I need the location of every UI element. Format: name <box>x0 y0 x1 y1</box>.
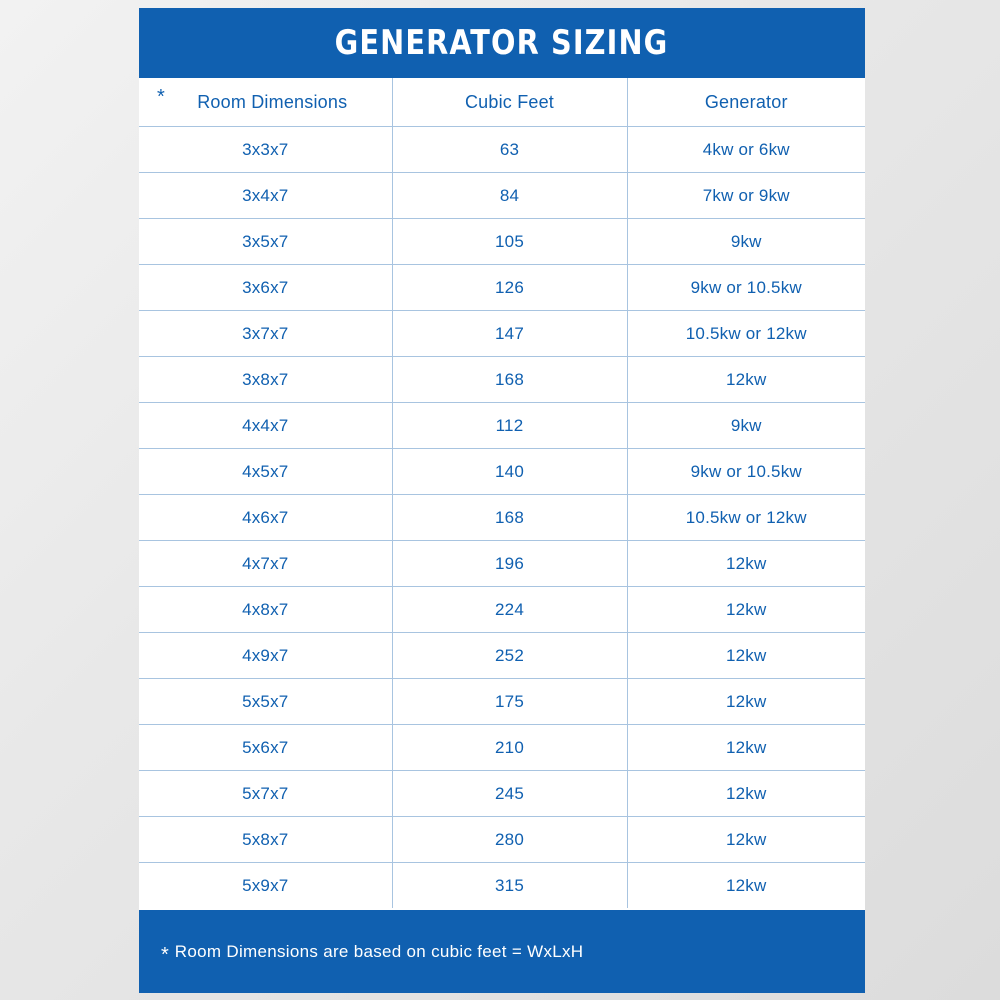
table-row <box>139 587 865 633</box>
cell-room-dimensions: 4x5x7 <box>139 449 392 495</box>
cell-generator: 9kw or 10.5kw <box>627 449 865 495</box>
cell-generator: 4kw or 6kw <box>627 127 865 173</box>
cell-cubic-feet: 175 <box>392 679 627 725</box>
cell-generator: 12kw <box>627 863 865 909</box>
cell-generator: 7kw or 9kw <box>627 173 865 219</box>
poster-header <box>139 8 865 78</box>
column-header-generator: Generator <box>627 78 865 127</box>
cell-room-dimensions: 3x4x7 <box>139 173 392 219</box>
cell-cubic-feet: 105 <box>392 219 627 265</box>
cell-generator: 12kw <box>627 725 865 771</box>
table-row <box>139 817 865 863</box>
cell-cubic-feet: 168 <box>392 357 627 403</box>
table-header <box>139 78 865 127</box>
cell-room-dimensions: 3x3x7 <box>139 127 392 173</box>
cell-generator: 12kw <box>627 679 865 725</box>
sizing-card <box>139 8 865 993</box>
cell-room-dimensions: 4x9x7 <box>139 633 392 679</box>
cell-room-dimensions: 3x6x7 <box>139 265 392 311</box>
asterisk-icon: * <box>157 86 165 108</box>
cell-cubic-feet: 126 <box>392 265 627 311</box>
cell-generator: 10.5kw or 12kw <box>627 311 865 357</box>
cell-room-dimensions: 3x8x7 <box>139 357 392 403</box>
cell-cubic-feet: 245 <box>392 771 627 817</box>
cell-cubic-feet: 196 <box>392 541 627 587</box>
page-title: GENERATOR SIZING <box>335 23 669 63</box>
asterisk-icon: * <box>161 943 169 966</box>
cell-generator: 10.5kw or 12kw <box>627 495 865 541</box>
cell-room-dimensions: 5x5x7 <box>139 679 392 725</box>
cell-cubic-feet: 140 <box>392 449 627 495</box>
cell-cubic-feet: 210 <box>392 725 627 771</box>
cell-generator: 12kw <box>627 817 865 863</box>
table-row <box>139 495 865 541</box>
table-row <box>139 725 865 771</box>
cell-room-dimensions: 5x7x7 <box>139 771 392 817</box>
cell-cubic-feet: 315 <box>392 863 627 909</box>
cell-room-dimensions: 5x9x7 <box>139 863 392 909</box>
table-row <box>139 357 865 403</box>
cell-cubic-feet: 63 <box>392 127 627 173</box>
table-row <box>139 219 865 265</box>
cell-cubic-feet: 112 <box>392 403 627 449</box>
cell-generator: 9kw <box>627 403 865 449</box>
cell-room-dimensions: 4x6x7 <box>139 495 392 541</box>
cell-cubic-feet: 252 <box>392 633 627 679</box>
cell-generator: 9kw or 10.5kw <box>627 265 865 311</box>
table-row <box>139 771 865 817</box>
table-row <box>139 679 865 725</box>
cell-cubic-feet: 84 <box>392 173 627 219</box>
cell-cubic-feet: 280 <box>392 817 627 863</box>
table-row <box>139 173 865 219</box>
table-row <box>139 449 865 495</box>
table-row <box>139 265 865 311</box>
footer-note: Room Dimensions are based on cubic feet = WxLxH <box>174 941 584 961</box>
cell-room-dimensions: 4x8x7 <box>139 587 392 633</box>
cell-room-dimensions: 4x4x7 <box>139 403 392 449</box>
poster-footer <box>139 910 865 993</box>
cell-room-dimensions: 3x7x7 <box>139 311 392 357</box>
cell-cubic-feet: 147 <box>392 311 627 357</box>
cell-generator: 12kw <box>627 771 865 817</box>
column-header-room-dimensions <box>139 78 392 127</box>
cell-cubic-feet: 224 <box>392 587 627 633</box>
generator-sizing-table <box>139 78 865 908</box>
column-header-room-dimensions-label: Room Dimensions <box>197 91 348 112</box>
cell-generator: 9kw <box>627 219 865 265</box>
cell-cubic-feet: 168 <box>392 495 627 541</box>
cell-generator: 12kw <box>627 587 865 633</box>
table-row <box>139 311 865 357</box>
table-row <box>139 863 865 909</box>
table-row <box>139 127 865 173</box>
table-body <box>139 127 865 909</box>
cell-room-dimensions: 3x5x7 <box>139 219 392 265</box>
cell-room-dimensions: 5x6x7 <box>139 725 392 771</box>
table-header-row <box>139 78 865 127</box>
table-row <box>139 403 865 449</box>
cell-generator: 12kw <box>627 541 865 587</box>
cell-generator: 12kw <box>627 357 865 403</box>
table-row <box>139 633 865 679</box>
table-row <box>139 541 865 587</box>
column-header-cubic-feet: Cubic Feet <box>392 78 627 127</box>
cell-room-dimensions: 5x8x7 <box>139 817 392 863</box>
cell-room-dimensions: 4x7x7 <box>139 541 392 587</box>
cell-generator: 12kw <box>627 633 865 679</box>
